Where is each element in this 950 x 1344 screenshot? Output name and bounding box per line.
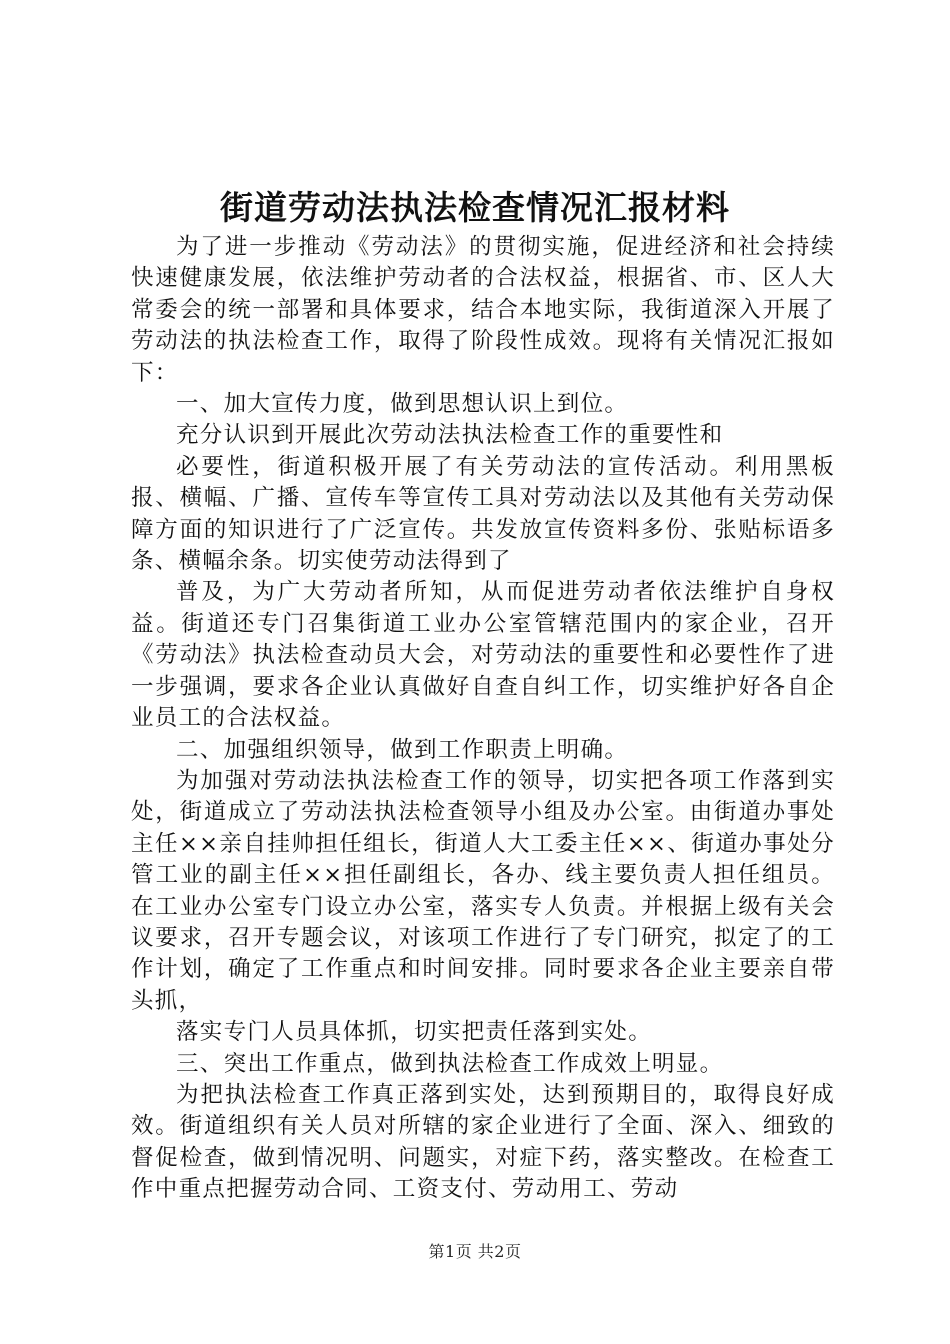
paragraph: 落实专门人员具体抓，切实把责任落到实处。	[176, 1019, 653, 1046]
paragraph: 为加强对劳动法执法检查工作的领导，切实把各项工作落到实处，街道成立了劳动法执法检查领导小组及办公室。由街道办事处主任××亲自挂帅担任组长，街道人大工委主任××、街道办事处分管工业的副主任××担任副组长，各办、线主要负责人担任组员。在工业办公室专门设立办公室，落实专人负责。并根据上级有关会议要求，召开专题会议，对该项工作进行了专门研究，拟定了的工作计划，确定了工作重点和时间安排。同时要求各企业主要亲自带头抓，	[131, 767, 835, 1014]
paragraph: 必要性，街道积极开展了有关劳动法的宣传活动。利用黑板报、横幅、广播、宣传车等宣传工具对劳动法以及其他有关劳动保障方面的知识进行了广泛宣传。共发放宣传资料多份、张贴标语多条、横幅余条。切实使劳动法得到了	[131, 453, 835, 575]
section-heading-2: 二、加强组织领导，做到工作职责上明确。	[176, 736, 629, 763]
paragraph-intro: 为了进一步推动《劳动法》的贯彻实施，促进经济和社会持续快速健康发展，依法维护劳动者的合法权益，根据省、市、区人大常委会的统一部署和具体要求，结合本地实际，我街道深入开展了劳动法的执法检查工作，取得了阶段性成效。现将有关情况汇报如下：	[131, 234, 835, 386]
section-heading-1: 一、加大宣传力度，做到思想认识上到位。	[176, 391, 629, 418]
paragraph: 充分认识到开展此次劳动法执法检查工作的重要性和	[176, 422, 724, 449]
page-number-footer: 第1页 共2页	[428, 1242, 522, 1261]
section-heading-3: 三、突出工作重点，做到执法检查工作成效上明显。	[176, 1050, 724, 1077]
paragraph: 为把执法检查工作真正落到实处，达到预期目的，取得良好成效。街道组织有关人员对所辖的家企业进行了全面、深入、细致的督促检查，做到情况明、问题实，对症下药，落实整改。在检查工作中重点把握劳动合同、工资支付、劳动用工、劳动	[131, 1081, 835, 1203]
document-title: 街道劳动法执法检查情况汇报材料	[220, 188, 730, 227]
paragraph: 普及，为广大劳动者所知，从而促进劳动者依法维护自身权益。街道还专门召集街道工业办公室管辖范围内的家企业，召开《劳动法》执法检查动员大会，对劳动法的重要性和必要性作了进一步强调，要求各企业认真做好自查自纠工作，切实维护好各自企业员工的合法权益。	[131, 579, 835, 732]
document-body	[131, 232, 835, 1206]
